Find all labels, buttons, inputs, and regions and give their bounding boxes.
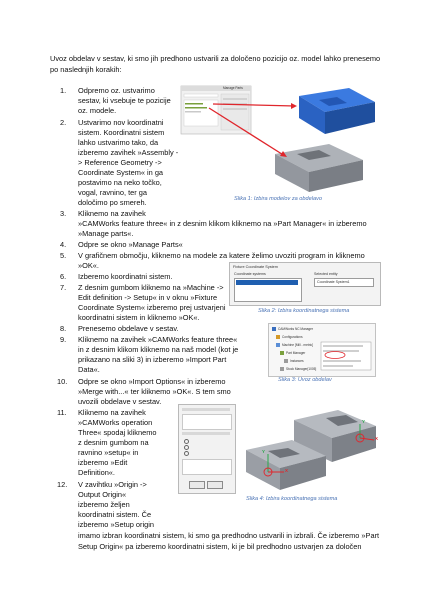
step-3-line: Kliknemo na zavihek: [78, 209, 146, 218]
step-9-number: 9.: [60, 335, 67, 344]
step-2-number: 2.: [60, 118, 67, 127]
step-1-line: Odpremo oz. ustvarimo: [78, 86, 155, 95]
step-12-line: koordinatni sistem. Če: [78, 510, 152, 519]
selected-entity-label: Selected entity: [314, 272, 338, 276]
step-11-line: izberemo »Edit: [78, 458, 128, 467]
step-12-line: V zavihtku »Origin ->: [78, 480, 147, 489]
selected-entity-field[interactable]: [314, 278, 374, 287]
step-3-line: »CAMWorks feature three« in z desnim klikom kliknemo na »Part Manager« in izberemo: [78, 219, 367, 228]
axis-x-label-right: X: [375, 436, 378, 441]
fixture-coordinate-system-title: Fixture Coordinate System: [233, 265, 278, 269]
step-3-line: »Manage parts«.: [78, 229, 134, 238]
step-1-line: oz. modele.: [78, 106, 117, 115]
figure-1-caption: Slika 1: Izbira modelov za obdelavo: [234, 196, 322, 202]
step-12-line: izberemo »Setup origin: [78, 520, 155, 529]
step-6-number: 6.: [60, 272, 67, 281]
step-4-line: Odpre se okno »Manage Parts«: [78, 240, 183, 249]
step-11-number: 11.: [57, 408, 67, 417]
step-10-line: »Merge with...« ter kliknemo »OK«. S tem smo: [78, 387, 231, 396]
tree-item-machine[interactable]: Machine [Mill - metric]: [282, 343, 313, 347]
step-2-line: sistem. Koordinatni sistem: [78, 128, 165, 137]
tree-item-configurations[interactable]: Configurations: [282, 335, 303, 339]
tree-item-part-manager[interactable]: Part Manager: [286, 351, 306, 355]
step-8-number: 8.: [60, 324, 67, 333]
step-1-line: sestav, ki vsebuje te pozicije: [78, 96, 171, 105]
step-5-line: V grafičnem območju, kliknemo na modele za katere želimo uvoziti program in kliknemo: [78, 251, 365, 260]
step-5-number: 5.: [60, 251, 67, 260]
step-2-line: določimo po smereh.: [78, 198, 147, 207]
step-4-number: 4.: [60, 240, 67, 249]
step-2-line: postavimo na neko točko,: [78, 178, 162, 187]
tree-item-stock-manager[interactable]: Stock Manager[1005]: [286, 367, 317, 371]
step-12-line: Output Origin«: [78, 490, 127, 499]
step-2-line: izberemo zavihek »Assembly -: [78, 148, 179, 157]
figure-3: [268, 323, 376, 377]
figure-4-caption: Slika 4: Izbira koordinatnega sistema: [246, 496, 338, 502]
tail-line-2: Setup Origin« pa izberemo koordinatni sistem, ki je bil predhodno ustvarjen za določen: [78, 542, 362, 551]
step-11-line: ravnino »setup« in: [78, 448, 139, 457]
tree-item-nc-manager[interactable]: CAMWorks NC Manager: [278, 327, 314, 331]
step-7-number: 7.: [60, 283, 67, 292]
figure-3-caption: Slika 3: Uvoz obdelav: [278, 377, 332, 383]
step-10-line: Odpre se okno »Import Options« in izberemo: [78, 377, 226, 386]
step-5-line: »OK«.: [78, 261, 99, 270]
step-11-line: Kliknemo na zavihek: [78, 408, 146, 417]
figure-1-illustration: [179, 84, 379, 194]
step-12-number: 12.: [57, 480, 68, 489]
axis-x-label-left: X: [285, 468, 288, 473]
figure-4: [176, 402, 383, 494]
figure-3-tree-icons: [269, 324, 375, 376]
step-2-line: Coordinate System« in ga: [78, 168, 164, 177]
step-2-line: > Reference Geometry ->: [78, 158, 162, 167]
axis-y-label-left: Y: [262, 449, 265, 454]
step-9-line: prikazano na sliki 3) in izberemo »Import Part: [78, 355, 227, 364]
step-11-line: »CAMWorks operation: [78, 418, 153, 427]
step-7-line: Coordinate System« izberemo prej ustvarjeni: [78, 303, 226, 312]
step-10-number: 10.: [57, 377, 68, 386]
step-6-line: Izberemo koordinatni sistem.: [78, 272, 173, 281]
step-9-line: Kliknemo na zavihek »CAMWorks feature three«: [78, 335, 238, 344]
step-8-line: Prenesemo obdelave v sestav.: [78, 324, 179, 333]
step-7-line: Z desnim gumbom kliknemo na »Machine ->: [78, 283, 224, 292]
step-2-line: vogal, ravnino, ter ga: [78, 188, 148, 197]
intro-line-1: Uvoz obdelav v sestav, ki smo jih predhono ustvarili za določeno pozicijo oz. model lahko prenesemo: [50, 54, 381, 63]
step-2-line: lahko ustvarimo tako, da: [78, 138, 159, 147]
step-11-line: Definition«.: [78, 468, 115, 477]
coordinate-system-selected-row[interactable]: [236, 280, 298, 285]
figure-4-3d-view: [176, 402, 383, 494]
manage-parts-dialog-title: Manage Parts: [223, 86, 243, 90]
step-11-line: z desnim gumbom na: [78, 438, 149, 447]
step-10-line: uvozili obdelave v sestav.: [78, 397, 162, 406]
axis-y-label-right: Y: [362, 419, 365, 424]
coordinate-systems-label: Coordinate systems: [234, 272, 266, 276]
step-7-line: Edit definition -> Setup« in v oknu »Fixture: [78, 293, 218, 302]
step-12-line: izberemo željen: [78, 500, 130, 509]
figure-2-caption: Slika 2: Izbira koordinatnega sistema: [258, 308, 350, 314]
step-9-line: Data«.: [78, 365, 100, 374]
step-3-number: 3.: [60, 209, 67, 218]
figure-2: [229, 262, 381, 306]
intro-line-2: po naslednjih korakih:: [50, 65, 122, 74]
tail-line-1: imamo izbran koordinatni sistem, ki smo ga predhodno ustvarili in izbrali. Če izberemo »Part: [78, 531, 380, 540]
step-9-line: in z desnim klikom kliknemo na naš model (kot je: [78, 345, 239, 354]
step-11-line: Three« spodaj kliknemo: [78, 428, 157, 437]
tree-item-instances[interactable]: Instances: [290, 359, 304, 363]
step-1-number: 1.: [60, 86, 67, 95]
coordinate-systems-list[interactable]: [234, 278, 302, 302]
selected-entity-value: Coordinate System1: [317, 280, 350, 284]
figure-1: [179, 84, 379, 194]
step-2-line: Ustvarimo nov koordinatni: [78, 118, 164, 127]
step-7-line: koordinatni sistem in kliknemo »OK«.: [78, 313, 200, 322]
